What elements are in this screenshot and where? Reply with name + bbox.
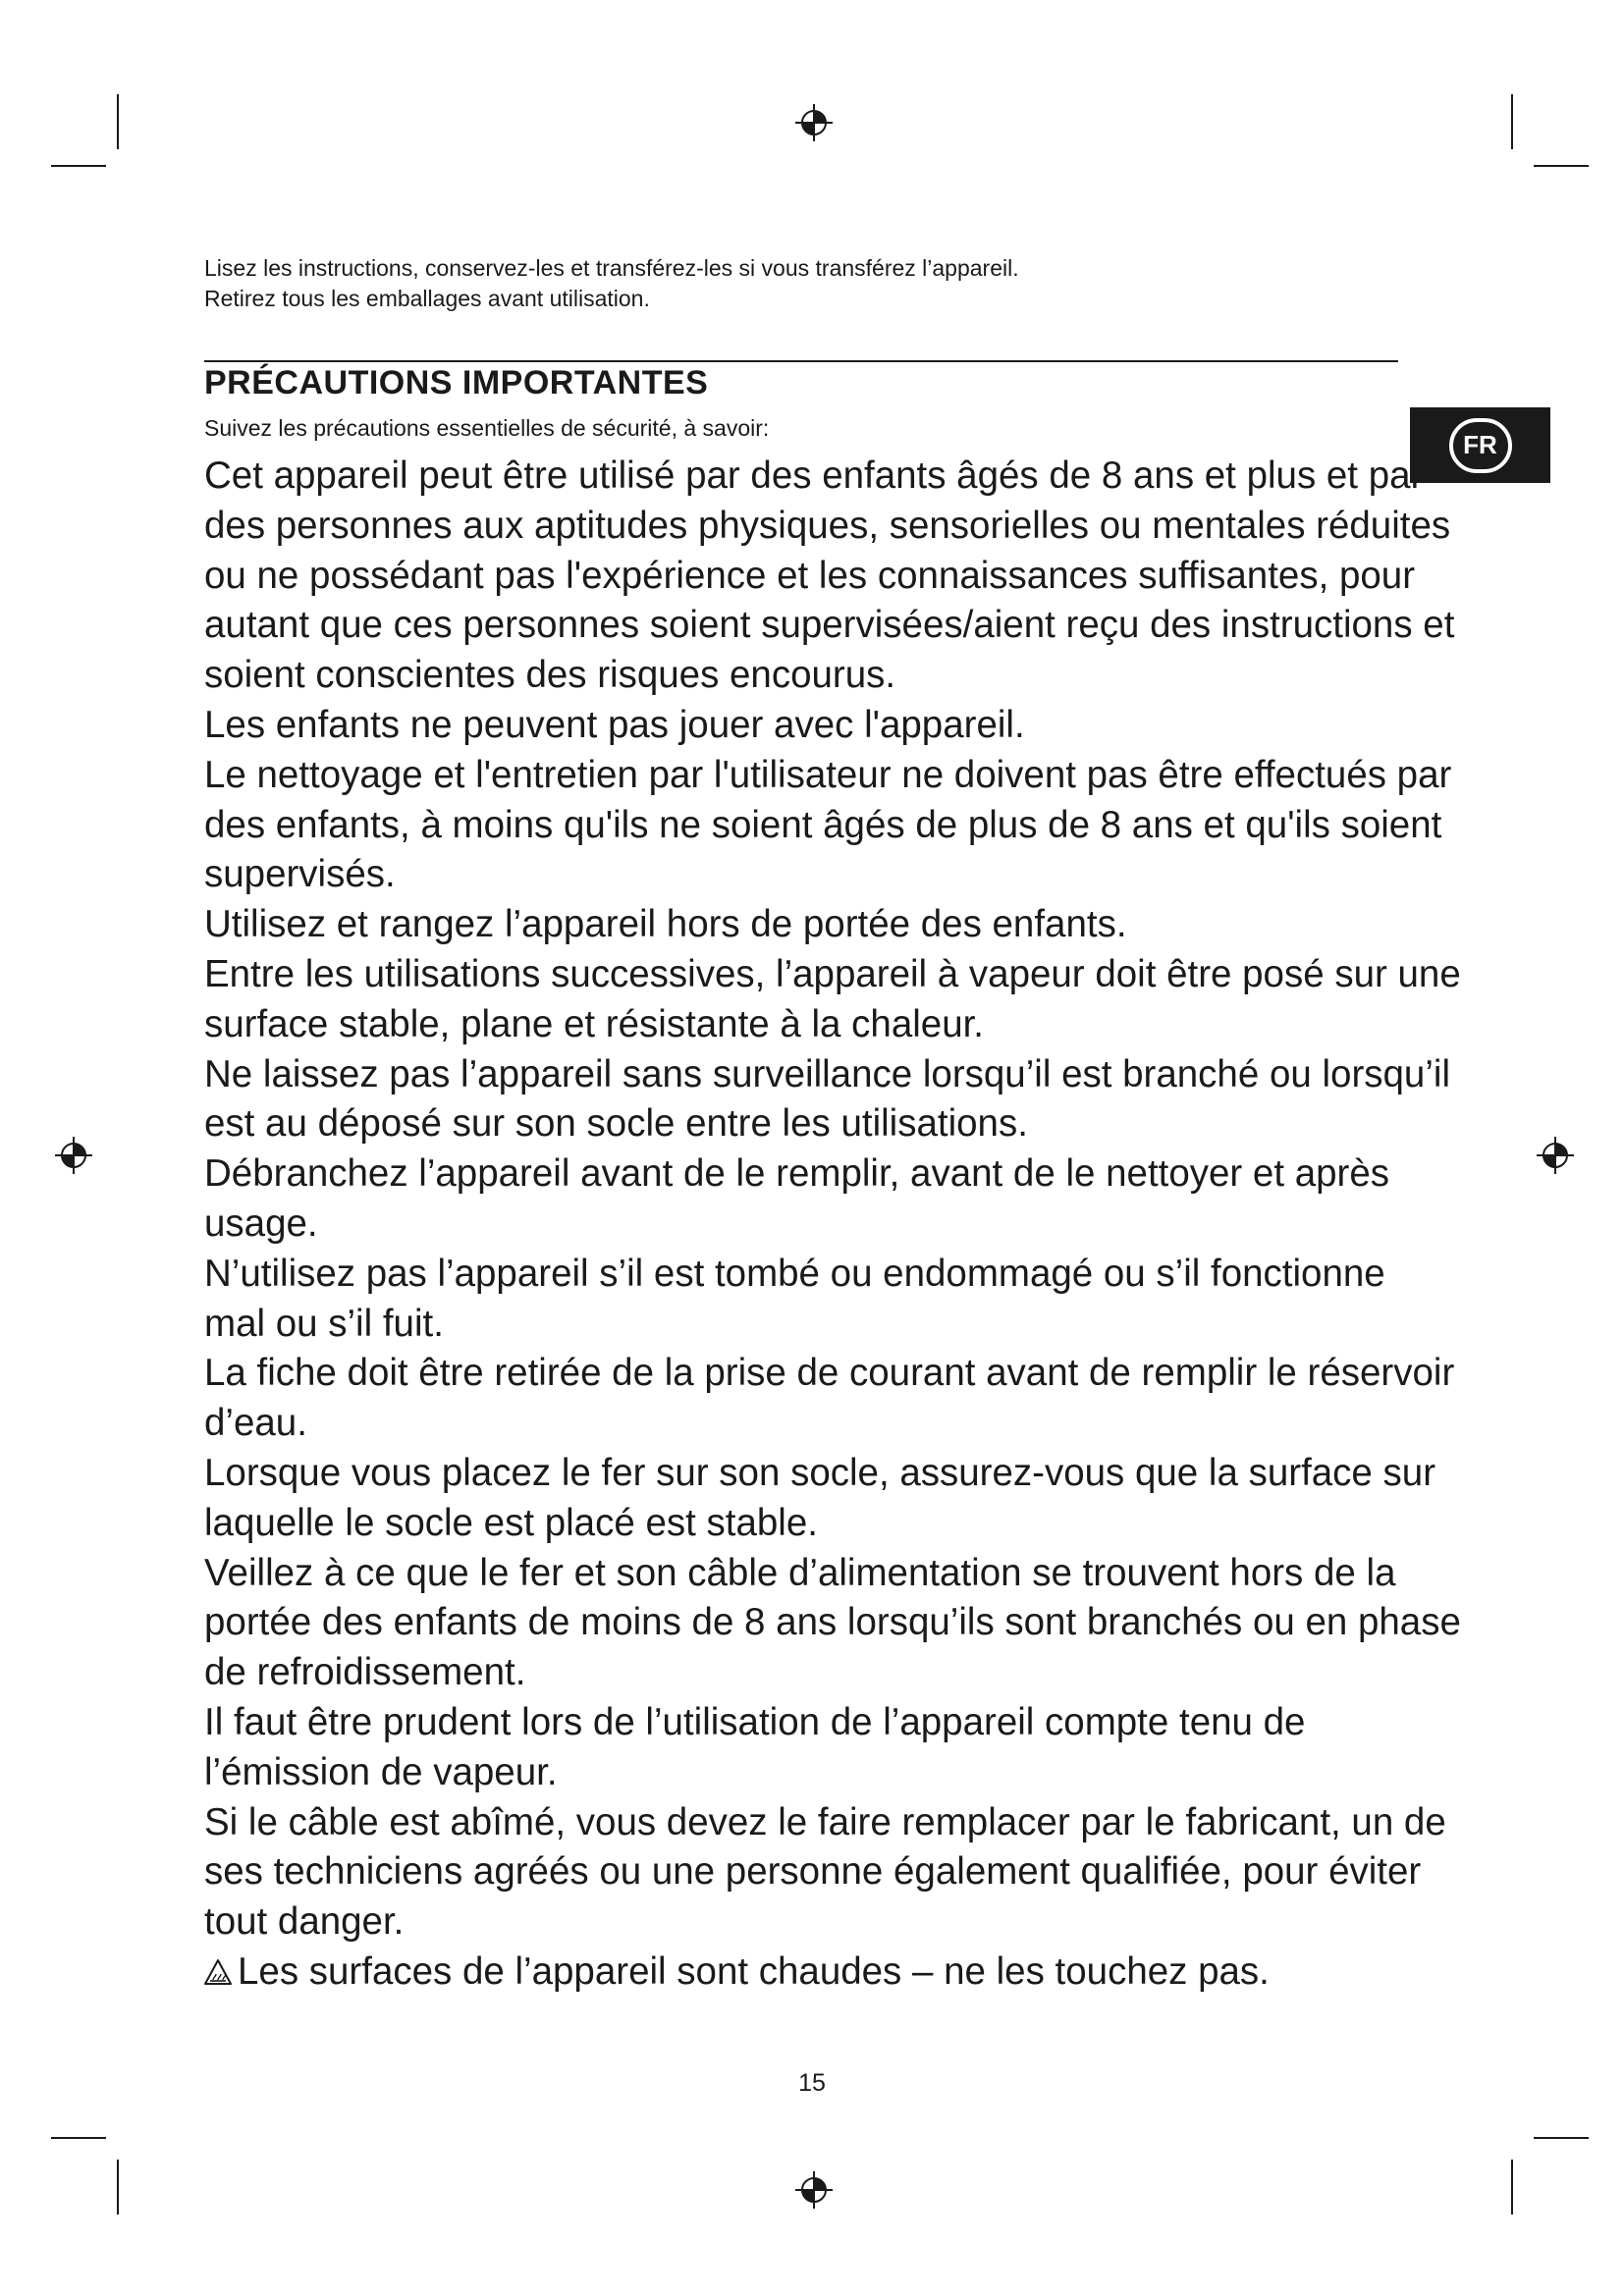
body-line: d’eau. — [204, 1402, 307, 1445]
hot-surface-warning — [204, 1948, 1441, 1998]
intro-line: Lisez les instructions, conservez-les et transférez-les si vous transférez l’appareil. — [204, 255, 1019, 281]
body-line: usage. — [204, 1201, 318, 1245]
body-line: Veillez à ce que le fer et son câble d’alimentation se trouvent hors de la — [204, 1551, 1396, 1594]
body-line: de refroidissement. — [204, 1651, 526, 1694]
intro-text — [204, 253, 1382, 314]
section-divider — [204, 360, 1398, 362]
body-line: est au déposé sur son socle entre les utilisations. — [204, 1102, 1028, 1146]
crop-mark — [51, 2137, 106, 2139]
crop-mark — [1511, 94, 1513, 149]
body-line: ou ne possédant pas l'expérience et les connaissances suffisantes, pour — [204, 554, 1416, 597]
body-line: l’émission de vapeur. — [204, 1750, 558, 1793]
body-line: Ne laissez pas l’appareil sans surveillance lorsqu’il est branché ou lorsqu’il — [204, 1052, 1450, 1095]
hot-surface-warning-text: Les surfaces de l’appareil sont chaudes – ne les touchez pas. — [238, 1949, 1270, 1993]
crop-mark — [117, 94, 119, 149]
body-line: N’utilisez pas l’appareil s’il est tombé ou endommagé ou s’il fonctionne — [204, 1252, 1385, 1295]
body-line: des personnes aux aptitudes physiques, sensorielles ou mentales réduites — [204, 504, 1451, 547]
crop-mark — [1534, 165, 1589, 167]
body-line: autant que ces personnes soient supervisées/aient reçu des instructions et — [204, 604, 1455, 647]
registration-mark-icon — [795, 104, 833, 141]
body-line: La fiche doit être retirée de la prise de courant avant de remplir le réservoir — [204, 1352, 1455, 1395]
registration-mark-icon — [1537, 1137, 1574, 1174]
body-line: Utilisez et rangez l’appareil hors de portée des enfants. — [204, 903, 1127, 946]
hot-surface-warning-icon — [204, 1958, 232, 1986]
registration-mark-icon — [55, 1137, 92, 1174]
body-line: tout danger. — [204, 1900, 405, 1944]
body-line: surface stable, plane et résistante à la chaleur. — [204, 1002, 985, 1045]
crop-mark — [51, 165, 106, 167]
body-line: Il faut être prudent lors de l’utilisation de l’appareil compte tenu de — [204, 1700, 1306, 1743]
body-line: Si le câble est abîmé, vous devez le faire remplacer par le fabricant, un de — [204, 1800, 1446, 1843]
page-number: 15 — [798, 2069, 826, 2097]
body-line: Cet appareil peut être utilisé par des enfants âgés de 8 ans et plus et par — [204, 454, 1424, 497]
intro-line: Retirez tous les emballages avant utilisation. — [204, 286, 650, 311]
body-line: Débranchez l’appareil avant de le remplir, avant de le nettoyer et après — [204, 1152, 1390, 1196]
body-line: Entre les utilisations successives, l’appareil à vapeur doit être posé sur une — [204, 952, 1461, 995]
crop-mark — [1534, 2137, 1589, 2139]
section-title: PRÉCAUTIONS IMPORTANTES — [204, 364, 709, 401]
body-line: Lorsque vous placez le fer sur son socle, assurez-vous que la surface sur — [204, 1451, 1436, 1494]
body-line: portée des enfants de moins de 8 ans lorsqu’ils sont branchés ou en phase — [204, 1601, 1461, 1644]
precautions-body — [204, 452, 1461, 1998]
body-line: ses techniciens agréés ou une personne également qualifiée, pour éviter — [204, 1850, 1422, 1894]
body-line: soient conscientes des risques encourus. — [204, 654, 896, 697]
body-line: laquelle le socle est placé est stable. — [204, 1501, 818, 1544]
language-badge: FR — [1449, 418, 1512, 473]
body-line: Les enfants ne peuvent pas jouer avec l'appareil. — [204, 703, 1025, 746]
crop-mark — [1511, 2160, 1513, 2215]
body-line: des enfants, à moins qu'ils ne soient âgés de plus de 8 ans et qu'ils soient — [204, 803, 1442, 846]
body-line: supervisés. — [204, 853, 396, 896]
crop-mark — [117, 2160, 119, 2215]
section-subtitle: Suivez les précautions essentielles de sécurité, à savoir: — [204, 415, 770, 441]
registration-mark-icon — [795, 2171, 833, 2209]
body-line: Le nettoyage et l'entretien par l'utilisateur ne doivent pas être effectués par — [204, 753, 1452, 796]
body-line: mal ou s’il fuit. — [204, 1302, 444, 1345]
